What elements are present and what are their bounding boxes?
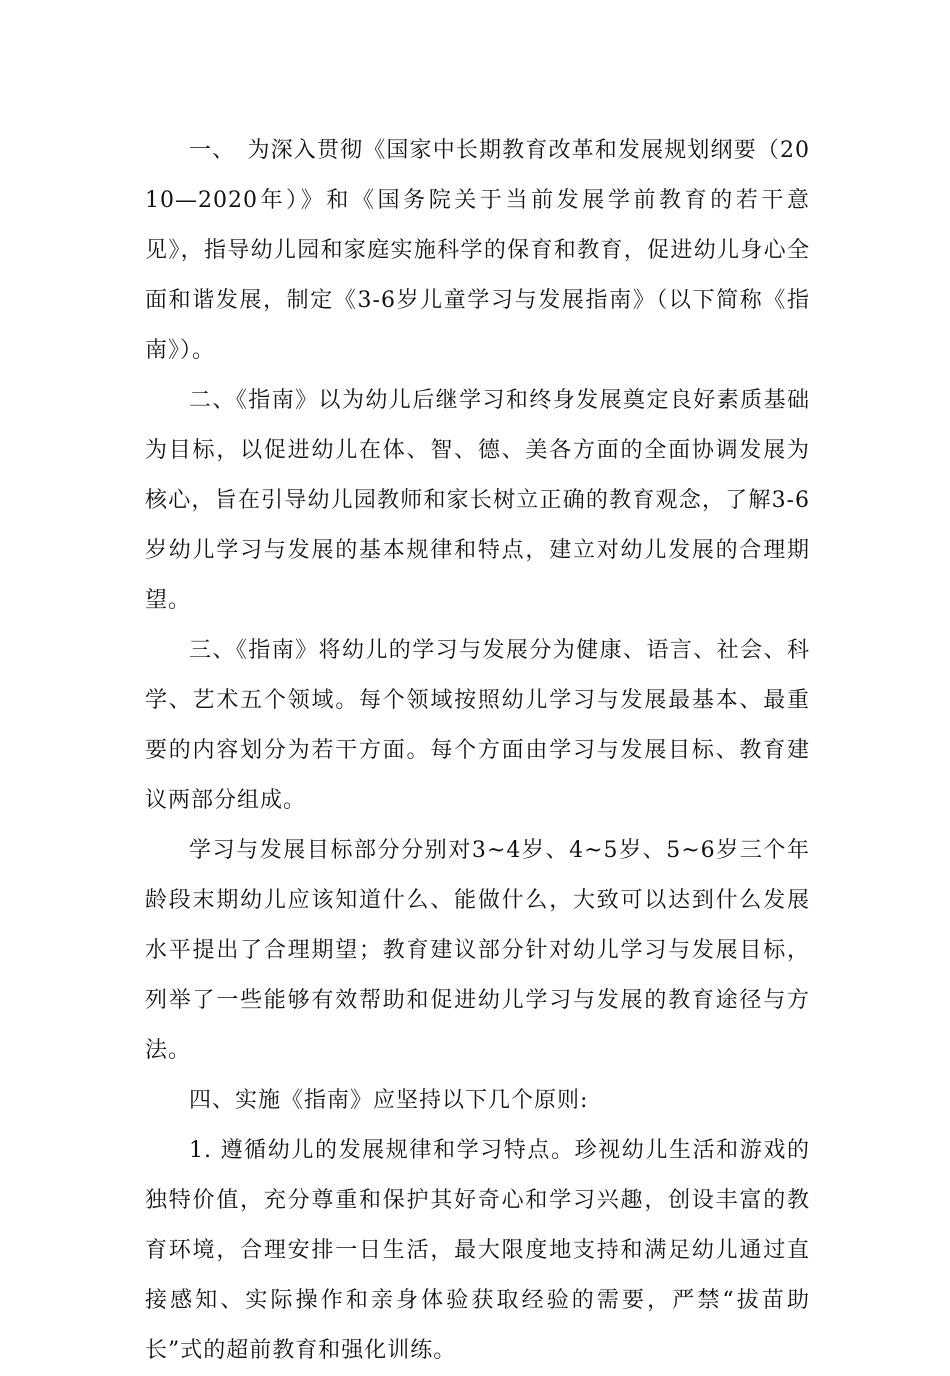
paragraph-3: 三、《指南》将幼儿的学习与发展分为健康、语言、社会、科学、艺术五个领域。每个领域按照幼儿学习与发展最基本、最重要的内容划分为若干方面。每个方面由学习与发展目标、教育建议两部分组成。 [145, 638, 810, 813]
paragraph-4: 学习与发展目标部分分别对3~4岁、4~5岁、5~6岁三个年龄段末期幼儿应该知道什么、能做什么，大致可以达到什么发展水平提出了合理期望；教育建议部分针对幼儿学习与发展目标，列举了一些能够有效帮助和促进幼儿学习与发展的教育途径与方法。 [145, 838, 810, 1063]
paragraph-6: 1. 遵循幼儿的发展规律和学习特点。珍视幼儿生活和游戏的独特价值，充分尊重和保护其好奇心和学习兴趣，创设丰富的教育环境，合理安排一日生活，最大限度地支持和满足幼儿通过直接感知、实际操作和亲身体验获取经验的需要，严禁“拔苗助长”式的超前教育和强化训练。 [145, 1138, 810, 1363]
document-body [145, 126, 810, 1376]
paragraph-2: 二、《指南》以为幼儿后继学习和终身发展奠定良好素质基础为目标，以促进幼儿在体、智、德、美各方面的全面协调发展为核心，旨在引导幼儿园教师和家长树立正确的教育观念，了解3-6岁幼儿学习与发展的基本规律和特点，建立对幼儿发展的合理期望。 [145, 388, 810, 613]
paragraph-5: 四、实施《指南》应坚持以下几个原则: [189, 1088, 589, 1113]
paragraph-1: 一、 为深入贯彻《国家中长期教育改革和发展规划纲要（2010—2020年）》和《国务院关于当前发展学前教育的若干意见》，指导幼儿园和家庭实施科学的保育和教育，促进幼儿身心全面和谐发展，制定《3-6岁儿童学习与发展指南》（以下简称《指南》）。 [145, 138, 810, 363]
